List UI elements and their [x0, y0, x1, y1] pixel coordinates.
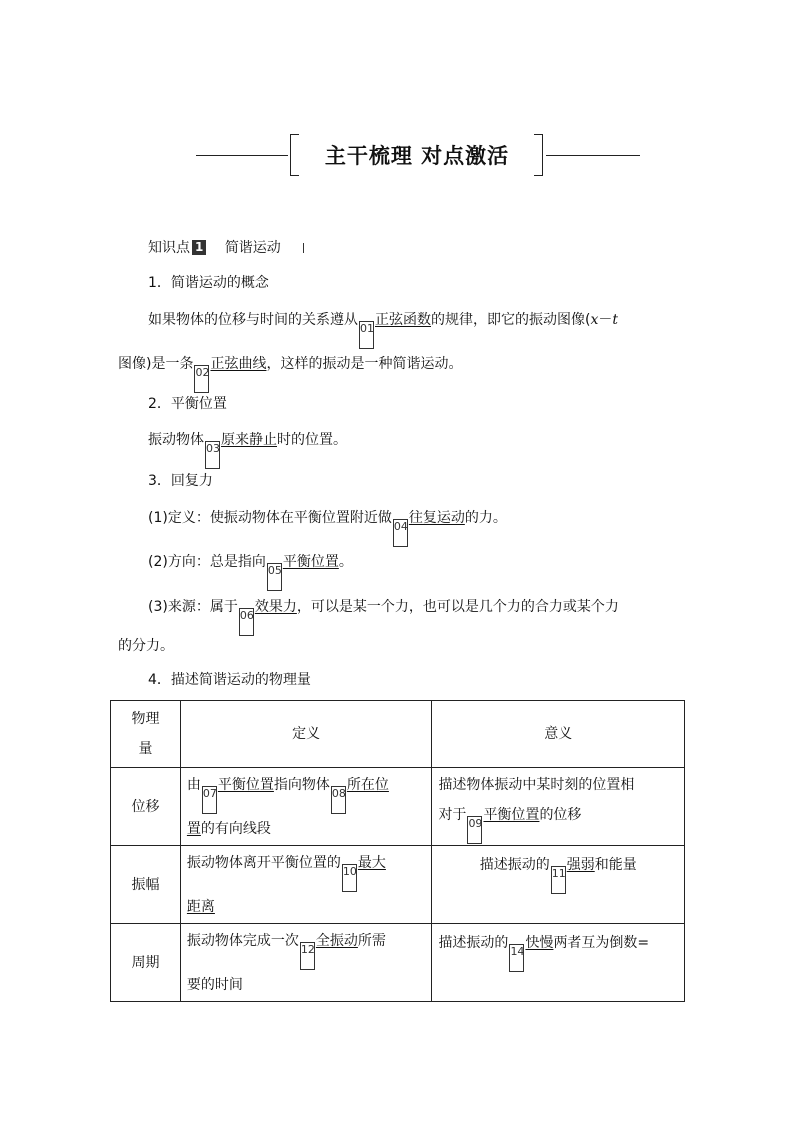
s1-paragraph-line1 [148, 310, 618, 349]
text-run: (3)来源：属于 [148, 599, 238, 615]
row-name-period: 周期 [111, 924, 181, 1002]
answer-08-cont: 置 [186, 820, 201, 837]
text-run: (1)定义：使振动物体在平衡位置附近做 [148, 510, 392, 526]
blank-number-05: 05 [267, 563, 282, 591]
answer-05: 平衡位置 [282, 554, 339, 570]
text-run: 。 [338, 554, 353, 570]
blank-number-08: 08 [331, 786, 346, 814]
blank-number-09: 09 [467, 816, 482, 844]
header-bracket-right [534, 134, 543, 176]
row-definition [180, 924, 432, 1002]
text-cursor [303, 243, 304, 253]
text-run: 如果物体的位移与时间的关系遵从 [148, 312, 358, 328]
s3-definition [148, 508, 507, 547]
s3-source-line2: 的分力。 [118, 638, 174, 654]
s3-direction [148, 552, 353, 591]
knowledge-topic: 简谐运动 [224, 240, 281, 256]
s2-paragraph [148, 430, 347, 469]
row-name-amplitude: 振幅 [111, 846, 181, 924]
answer-11: 强弱 [566, 857, 595, 873]
row-meaning [432, 768, 685, 846]
text-run: 要的时间 [186, 976, 243, 993]
s1-heading: 1．简谐运动的概念 [148, 275, 269, 291]
text-run: 量 [138, 741, 153, 757]
header-rule-left [196, 155, 288, 156]
header-quantity [111, 701, 181, 768]
blank-number-03: 03 [205, 441, 220, 469]
header-bracket-left [290, 134, 299, 176]
row-name-displacement: 位移 [111, 768, 181, 846]
knowledge-label: 知识点 [148, 240, 190, 256]
table-header-row [111, 701, 685, 768]
text-run: 振动物体完成一次 [186, 932, 299, 949]
s3-heading: 3．回复力 [148, 473, 213, 489]
text-run: 两者互为倒数= [553, 935, 650, 951]
text-run: 对于 [438, 806, 467, 823]
var-x: x [590, 312, 599, 328]
row-meaning [432, 846, 685, 924]
var-t: t [612, 312, 619, 328]
answer-09: 平衡位置 [483, 806, 540, 823]
text-run: 和能量 [594, 857, 637, 873]
text-run: (2)方向：总是指向 [148, 554, 266, 570]
table-row [111, 768, 685, 846]
text-run: 图像)是一条 [118, 356, 194, 372]
text-run: 指向物体 [273, 776, 330, 793]
answer-12: 全振动 [315, 932, 358, 949]
blank-number-01: 01 [359, 321, 374, 349]
row-meaning [432, 924, 685, 1002]
blank-number-04: 04 [393, 519, 408, 547]
blank-number-12: 12 [300, 942, 315, 970]
text-run: 描述振动的 [438, 935, 509, 951]
text-run: 描述物体振动中某时刻的位置相 [438, 776, 635, 793]
header-meaning: 意义 [432, 701, 685, 768]
s4-heading: 4．描述简谐运动的物理量 [148, 672, 311, 688]
answer-02: 正弦曲线 [210, 356, 267, 372]
blank-number-02: 02 [194, 365, 209, 393]
answer-10-cont: 距离 [186, 898, 215, 915]
answer-03: 原来静止 [221, 432, 277, 448]
text-run: 物理 [131, 711, 160, 727]
section-header [196, 130, 640, 180]
answer-04: 往复运动 [408, 510, 465, 526]
blank-number-07: 07 [202, 786, 217, 814]
physics-quantities-table [110, 700, 685, 1002]
text-run: 由 [186, 776, 201, 793]
header-rule-right [546, 155, 640, 156]
text-run: 描述振动的 [479, 857, 550, 873]
text-run: － [598, 312, 613, 328]
blank-number-14: 14 [509, 944, 524, 972]
blank-number-10: 10 [342, 864, 357, 892]
s3-source-line1 [148, 597, 619, 636]
header-definition: 定义 [180, 701, 432, 768]
s2-heading: 2．平衡位置 [148, 396, 227, 412]
knowledge-point-line [148, 238, 304, 258]
answer-10: 最大 [357, 854, 386, 871]
table-row [111, 846, 685, 924]
text-run: 的规律，即它的振动图像( [431, 312, 591, 328]
answer-06: 效果力 [254, 599, 297, 615]
s1-paragraph-line2 [118, 354, 462, 393]
text-run: 振动物体离开平衡位置的 [186, 854, 341, 871]
text-run: 时的位置。 [277, 432, 347, 448]
text-run: 的位移 [539, 806, 582, 823]
blank-number-11: 11 [551, 866, 566, 894]
knowledge-number-badge: 1 [192, 240, 206, 255]
answer-01: 正弦函数 [375, 312, 431, 328]
text-run: 振动物体 [148, 432, 204, 448]
answer-07: 平衡位置 [217, 776, 274, 793]
section-title: 主干梳理 对点激活 [324, 143, 510, 168]
text-run: ，这样的振动是一种简谐运动。 [266, 356, 463, 372]
answer-14: 快慢 [525, 935, 554, 951]
text-run: 的力。 [464, 510, 507, 526]
text-run: ，可以是某一个力，也可以是几个力的合力或某个力 [296, 599, 619, 615]
blank-number-06: 06 [239, 608, 254, 636]
text-run: 所需 [357, 932, 386, 949]
table-row [111, 924, 685, 1002]
answer-08: 所在位 [346, 776, 389, 793]
row-definition [180, 768, 432, 846]
row-definition [180, 846, 432, 924]
text-run: 的有向线段 [200, 820, 271, 837]
